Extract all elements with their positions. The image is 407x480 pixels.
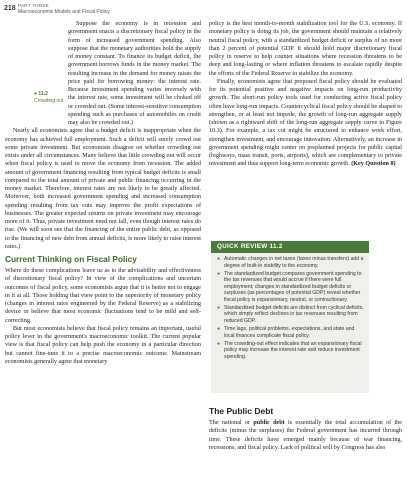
left-paragraph-3: Where do these complications leave us as to the advisability and effectiveness of discretionary fiscal policy? In view of the complications and uncertain outcomes of fiscal policy, some economists argue that it is better not to engage in it at all. Those holding that view point to the superiority of monetary policy (changes in interest rates engineered by the Federal Reserve) as a stabilizing device or believe that most economic fluctuations tend to be mild and self-correcting.: [5, 268, 201, 324]
quick-review-title: QUICK REVIEW 11.2: [211, 241, 369, 253]
right-paragraph-3: The national or public debt is essentially the total accumulation of the deficits (minus the surpluses) the Federal government has incurred through time. These deficits have emerged mainly because of war financing, recessions, and fiscal policy. Lack of political will by Congress has also: [209, 420, 402, 451]
left-column: [5, 20, 201, 366]
bullet-icon: ●: [217, 340, 221, 347]
quick-review-box: [211, 241, 369, 393]
quick-review-item: ● The standardized budget compares government spending to the tax revenues that would accrue if there were full employment; changes in standardized budget deficits or surpluses (as percentages of potential GDP) reveal whether fiscal policy is expansionary, neutral, or contractionary.: [217, 270, 362, 303]
right-paragraph-1: policy is the best month-to-month stabilization tool for the U.S. economy. If monetary policy is doing its job, the government should maintain a relatively neutral fiscal policy, with a standardized budget deficit or surplus of no more than 2 percent of potential GDP. It should hold major discretionary fiscal policy in reserve to help counter situations where recession threatens to be deep and long-lasting or where inflation threatens to escalate rapidly despite the efforts of the Federal Reserve to stabilize the economy.: [209, 21, 402, 77]
quick-review-item: ● The crowding-out effect indicates that an expansionary fiscal policy may increase the interest rate and reduce investment spending.: [217, 340, 362, 360]
key-question-ref: (Key Question 8): [351, 161, 396, 168]
part-label: PART THREE: [18, 3, 49, 8]
page-number: 218: [4, 5, 16, 12]
running-title: Macroeconomic Models and Fiscal Policy: [18, 9, 110, 15]
public-debt-term: public debt: [253, 420, 285, 426]
quick-review-list: [216, 256, 366, 362]
bullet-icon: ●: [217, 325, 221, 332]
section-heading-public-debt: The Public Debt: [209, 406, 274, 416]
margin-note-number: ● 11.2: [34, 91, 48, 97]
right-paragraph-2: Finally, economists agree that proposed fiscal policy should be evaluated for its potential positive and negative impacts on long-run productivity growth. The short-run policy tools used for conducting active fiscal policy often have long-run impacts. Countercyclical fiscal policy should be shaped to strengthen, or at least not impede, the growth of long-run aggregate supply (shown as a rightward shift of the long-run aggregate supply curve in Figure 10.3). For example, a tax cut might be structured to enhance work effort, strengthen investment, and encourage innovation. Alternatively, an increase in government spending might center on preplanned projects for public capital (highways, mass transit, ports, airports), which are complementary to private investment and thus support long-term economic growth. (Key Question 8): [209, 78, 402, 168]
quick-review-item: ● Automatic changes in net taxes (taxes minus transfers) add a degree of built-in stability to the economy.: [217, 256, 364, 269]
margin-note-text: Crowding out: [34, 98, 64, 104]
left-paragraph-1: Suppose the economy is in recession and government enacts a discretionary fiscal policy in the form of increased government spending. Also suppose that the monetary authorities hold the supply of money constant. To finance its budget deficit, the government borrows funds in the money market. The resulting increase in the demand for money raises the price paid for borrowing money: the interest rate. Because investment spending varies inversely with the interest rate, some investment will be choked off or crowded out. (Some interest-sensitive consumption spending such as purchases of automobiles on credit may also be crowded out.): [68, 21, 201, 126]
section-heading-fiscal-policy: Current Thinking on Fiscal Policy: [5, 254, 137, 264]
right-column-lower: [209, 402, 402, 452]
quick-review-item: ● Standardized budget deficits are distinct from cyclical deficits, which simply reflect declines in tax revenues resulting from reduced GDP.: [217, 304, 364, 324]
bullet-icon: ●: [217, 270, 221, 277]
left-paragraph-4: But most economists believe that fiscal policy remains an important, useful policy lever in the government's macroeconomic toolkit. The current popular view is that fiscal policy can help push the economy in a particular direction but cannot fine-tune it to a precise macroeconomic outcome. Mainstream economists generally agree that monetary: [5, 325, 201, 365]
right-column: [209, 20, 402, 169]
quick-review-item: ● Time lags, political problems, expectations, and state and local finances complicate fiscal policy.: [217, 325, 355, 339]
left-paragraph-2: Nearly all economists agree that a budget deficit is inappropriate when the economy has achieved full employment. Such a deficit will surely crowd out some private investment. But economists disagree on whether crowding out exists under all circumstances. Many believe that little crowding out will occur when fiscal policy is used to move the economy from recession. The added amount of government financing resulting from typical budget deficits is small compared to the total amount of private and public financing occurring in the money market. Therefore, interest rates are not likely to be greatly affected. Moreover, both increased government spending and increased consumption spending resulting from tax cuts may improve the profit expectations of businesses. The greater expected returns on private investment may encourage more of it. Thus, private investment need not fall, even though interest rates do rise. (We will soon see that the financing of the entire public debt, as opposed to the financing of new debt from annual deficits, is more likely to raise interest rates.): [5, 128, 201, 250]
bullet-icon: ●: [217, 304, 221, 311]
bullet-icon: ●: [217, 256, 221, 262]
